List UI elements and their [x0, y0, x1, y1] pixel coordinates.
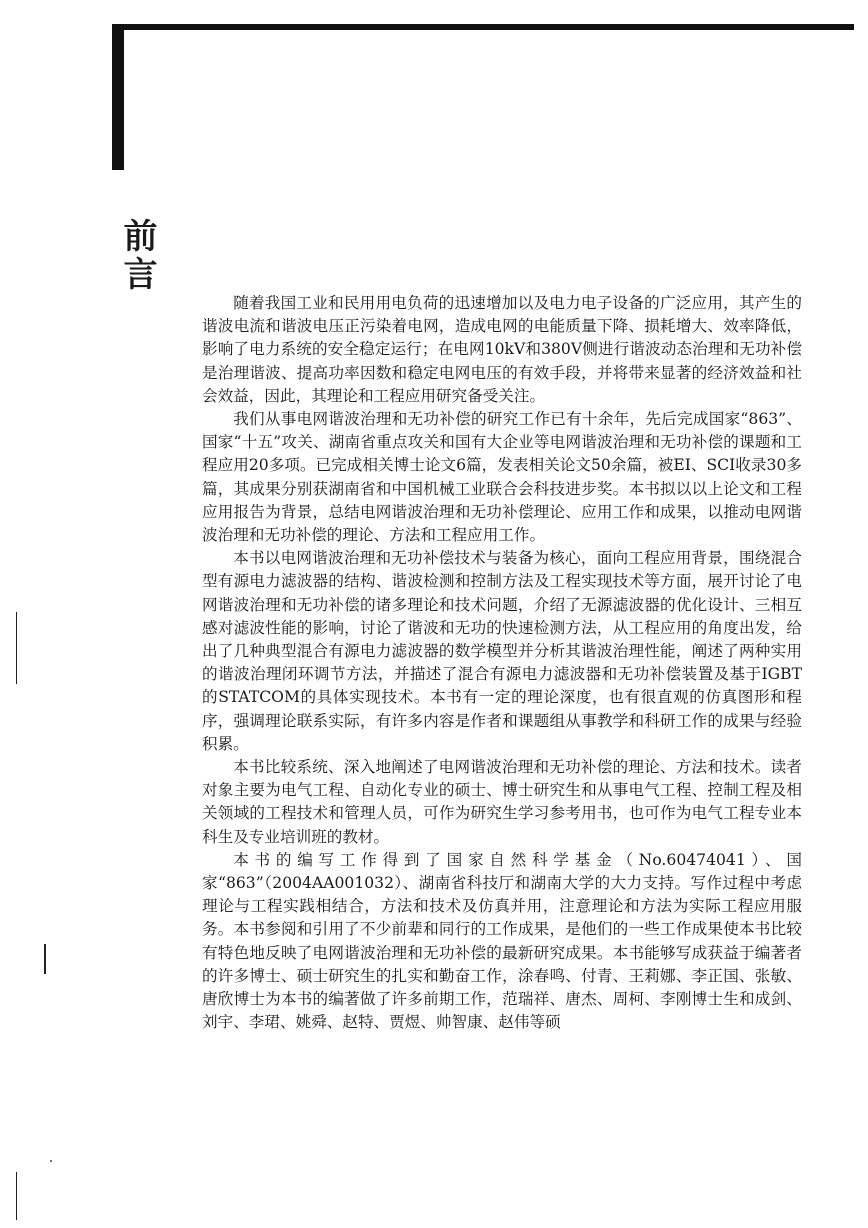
paragraph-5: 本书的编写工作得到了国家自然科学基金（No.60474041）、国家“863”（2004AA001032）、湖南省科技厅和湖南大学的大力支持。写作过程中考虑理论与工程实践相结合，方法和技术及仿真并用，注意理论和方法为实际工程应用服务。本书参阅和引用了不少前辈和同行的工作成果，是他们的一些工作成果使本书比较有特色地反映了电网谐波治理和无功补偿的最新研究成果。本书能够写成获益于编著者的许多博士、硕士研究生的扎实和勤奋工作，涂春鸣、付青、王莉娜、李正国、张敏、唐欣博士为本书的编著做了许多前期工作，范瑞祥、唐杰、周柯、李刚博士生和成剑、刘宇、李珺、姚舜、赵特、贾煜、帅智康、赵伟等硕: [202, 850, 802, 1032]
section-title: 前言: [117, 218, 157, 294]
header-rule: [112, 24, 854, 30]
body-text: [202, 292, 802, 1035]
paragraph-3: 本书以电网谐波治理和无功补偿技术与装备为核心，面向工程应用背景，围绕混合型有源电力滤波器的结构、谐波检测和控制方法及工程实现技术等方面，展开讨论了电网谐波治理和无功补偿的诸多理论和技术问题，介绍了无源滤波器的优化设计、三相互感对滤波性能的影响，讨论了谐波和无功的快速检测方法，从工程应用的角度出发，给出了几种典型混合有源电力滤波器的数学模型并分析其谐波治理性能，阐述了两种实用的谐波治理闭环调节方法，并描述了混合有源电力滤波器和无功补偿装置及基于IGBT的STATCOM的具体实现技术。本书有一定的理论深度，也有很直观的仿真图形和程序，强调理论联系实际，有许多内容是作者和课题组从事教学和科研工作的成果与经验积累。: [202, 549, 802, 753]
paragraph-1: 随着我国工业和民用用电负荷的迅速增加以及电力电子设备的广泛应用，其产生的谐波电流和谐波电压正污染着电网，造成电网的电能质量下降、损耗增大、效率降低，影响了电力系统的安全稳定运行；在电网10kV和380V侧进行谐波动态治理和无功补偿是治理谐波、提高功率因数和稳定电网电压的有效手段，并将带来显著的经济效益和社会效益，因此，其理论和工程应用研究备受关注。: [202, 294, 802, 405]
paragraph-2: 我们从事电网谐波治理和无功补偿的研究工作已有十余年，先后完成国家“863”、国家“十五”攻关、湖南省重点攻关和国有大企业等电网谐波治理和无功补偿的课题和工程应用20多项。已完成相关博士论文6篇，发表相关论文50余篇，被EI、SCI收录30多篇，其成果分别获湖南省和中国机械工业联合会科技进步奖。本书拟以以上论文和工程应用报告为背景，总结电网谐波治理和无功补偿理论、应用工作和成果，以推动电网谐波治理和无功补偿的理论、方法和工程应用工作。: [202, 410, 802, 545]
chapter-marker-bar: [112, 24, 124, 170]
scan-dot: [50, 1160, 52, 1162]
margin-scan-line-3: [16, 1172, 17, 1220]
paragraph-4: 本书比较系统、深入地阐述了电网谐波治理和无功补偿的理论、方法和技术。读者对象主要为电气工程、自动化专业的硕士、博士研究生和从事电气工程、控制工程及相关领域的工程技术和管理人员，可作为研究生学习参考用书，也可作为电气工程专业本科生及专业培训班的教材。: [202, 758, 802, 846]
margin-scan-line-2: [44, 944, 46, 974]
margin-scan-line-1: [16, 612, 17, 684]
